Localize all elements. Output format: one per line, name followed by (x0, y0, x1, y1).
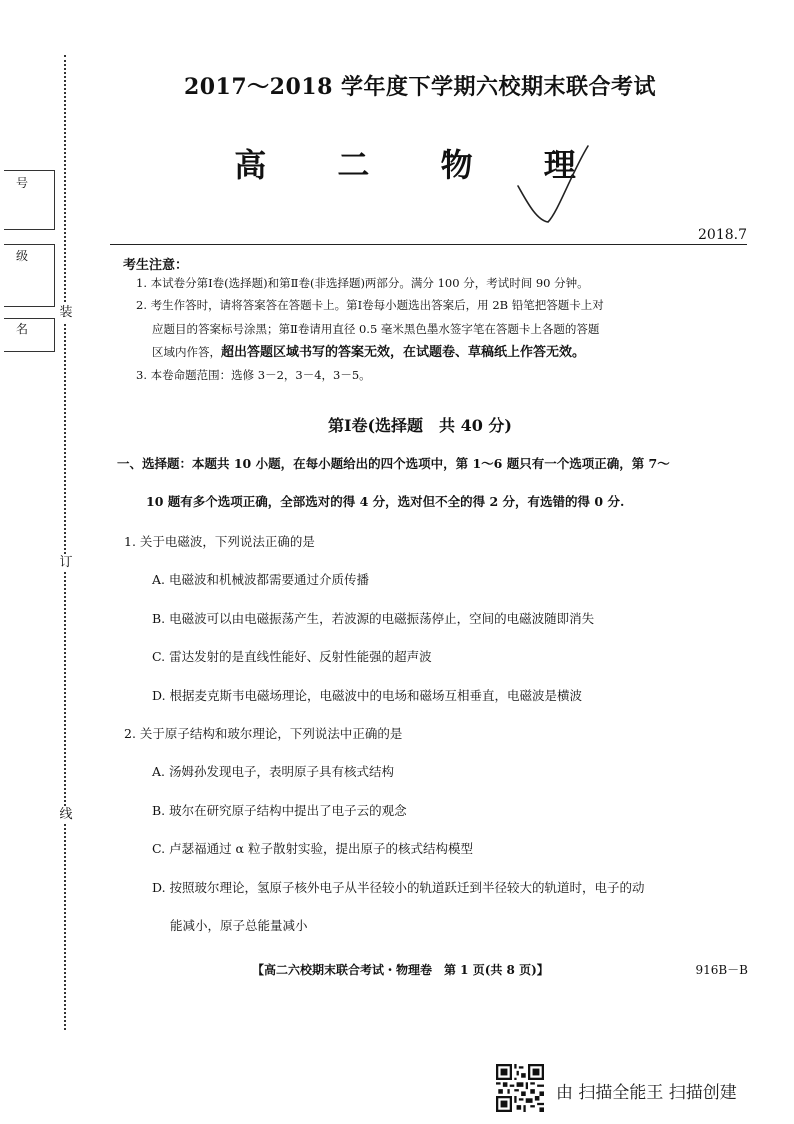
section-1-instruction-line-1: 一、选择题：本题共 10 小题，在每小题给出的四个选项中，第 1～6 题只有一个选项正确，第 7～ (117, 456, 670, 471)
question-2-option-b: B. 玻尔在研究原子结构中提出了电子云的观念 (152, 803, 407, 818)
name-box (4, 318, 55, 352)
notice-item-3: 3. 本卷命题范围：选修 3－2，3－4，3－5。 (136, 368, 371, 382)
question-2-option-d-line-2: 能减小，原子总能量减小 (170, 918, 308, 933)
question-2-option-c: C. 卢瑟福通过 α 粒子散射实验，提出原子的核式结构模型 (152, 841, 473, 856)
notice-heading: 考生注意： (123, 258, 189, 273)
binding-label-zhuang: 装 (59, 305, 73, 320)
question-2-stem: 2. 关于原子结构和玻尔理论，下列说法中正确的是 (124, 726, 403, 741)
check-mark-icon (512, 142, 592, 232)
notice-item-2-line-1: 2. 考生作答时，请将答案答在答题卡上。第Ⅰ卷每小题选出答案后，用 2B 铅笔把答题卡上对 (136, 298, 604, 312)
question-1-option-c: C. 雷达发射的是直线性能好、反射性能强的超声波 (152, 649, 432, 664)
binding-label-xian: 线 (59, 807, 73, 822)
notice-item-2-line-2: 应题目的答案标号涂黑；第Ⅱ卷请用直径 0.5 毫米黑色墨水签字笔在答题卡上各题的答题 (152, 322, 600, 336)
header-divider (110, 244, 747, 245)
question-1-option-d: D. 根据麦克斯韦电磁场理论，电磁波中的电场和磁场互相垂直，电磁波是横波 (152, 688, 583, 703)
notice-item-1: 1. 本试卷分第Ⅰ卷(选择题)和第Ⅱ卷(非选择题)两部分。满分 100 分，考试时间 90 分钟。 (136, 276, 589, 290)
question-1-option-b: B. 电磁波可以由电磁振荡产生，若波源的电磁振荡停止，空间的电磁波随即消失 (152, 611, 595, 626)
class-label: 级 (16, 249, 29, 263)
scanner-watermark: 由 扫描全能王 扫描创建 (556, 1083, 737, 1103)
exam-date: 2018.7 (698, 227, 747, 243)
binding-label-ding: 订 (59, 555, 73, 570)
question-1-option-a: A. 电磁波和机械波都需要通过介质传播 (152, 572, 369, 587)
student-number-label: 号 (16, 176, 29, 190)
qr-code-icon (496, 1064, 544, 1112)
notice-item-2-warning: 超出答题区域书写的答案无效，在试题卷、草稿纸上作答无效。 (221, 345, 586, 360)
notice-item-2-line-3 (152, 341, 585, 364)
binding-dotted-line (64, 55, 66, 1030)
question-2-option-a: A. 汤姆孙发现电子，表明原子具有核式结构 (152, 764, 394, 779)
paper-code: 916B－B (695, 963, 748, 977)
section-1-title: 第Ⅰ卷(选择题 共 40 分) (327, 416, 513, 435)
notice-item-2-line-3-normal: 区域内作答， (152, 345, 221, 359)
name-label: 名 (16, 322, 29, 336)
subject-title: 高 二 物 理 (234, 146, 606, 184)
exam-title: 2017～2018 学年度下学期六校期末联合考试 (183, 74, 657, 100)
page-footer-label: 【高二六校期末联合考试・物理卷 第 1 页(共 8 页)】 (252, 963, 549, 977)
question-1-stem: 1. 关于电磁波，下列说法正确的是 (124, 534, 315, 549)
class-box (4, 244, 55, 307)
question-2-option-d-line-1: D. 按照玻尔理论，氢原子核外电子从半径较小的轨道跃迁到半径较大的轨道时，电子的动 (152, 880, 645, 895)
section-1-instruction-line-2: 10 题有多个选项正确，全部选对的得 4 分，选对但不全的得 2 分，有选错的得 0 分. (146, 494, 625, 509)
